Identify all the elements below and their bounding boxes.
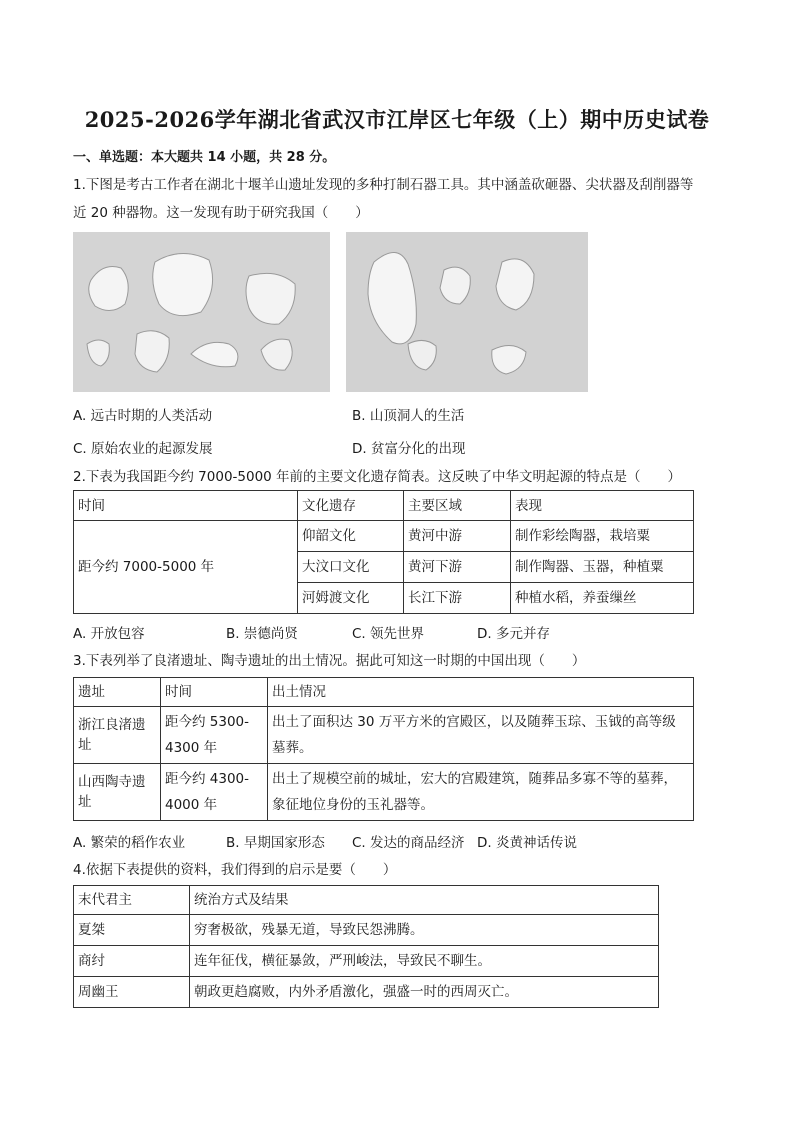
table-cell: 山西陶寺遗址 <box>74 764 161 821</box>
table-cell: 制作彩绘陶器，栽培粟 <box>511 521 694 552</box>
q1-option-a[interactable]: A. 远古时期的人类活动 <box>73 408 213 424</box>
q3-option-b[interactable]: B. 早期国家形态 <box>226 835 325 851</box>
cell-line: 距今约 4300- <box>165 771 250 787</box>
q1-option-b[interactable]: B. 山顶洞人的生活 <box>352 408 465 424</box>
table-header: 时间 <box>161 678 268 707</box>
table-cell: 商纣 <box>74 946 190 977</box>
table-cell: 周幽王 <box>74 977 190 1008</box>
culture-table <box>73 490 694 614</box>
q2-option-d[interactable]: D. 多元并存 <box>477 626 550 642</box>
q1-option-d[interactable]: D. 贫富分化的出现 <box>352 441 466 457</box>
question-1 <box>73 171 723 227</box>
table-cell: 夏桀 <box>74 915 190 946</box>
table-header: 文化遗存 <box>298 491 404 521</box>
q3-option-d[interactable]: D. 炎黄神话传说 <box>477 835 577 851</box>
table-cell: 仰韶文化 <box>298 521 404 552</box>
table-header: 出土情况 <box>268 678 694 707</box>
q2-option-a[interactable]: A. 开放包容 <box>73 626 145 642</box>
table-cell <box>161 707 268 764</box>
stone-tools-photo-left <box>73 232 330 392</box>
table-header: 时间 <box>74 491 298 521</box>
table-cell: 长江下游 <box>404 583 511 614</box>
table-cell <box>268 764 694 821</box>
cell-line: 墓葬。 <box>272 740 313 756</box>
site-table <box>73 677 694 821</box>
q2-option-c[interactable]: C. 领先世界 <box>352 626 425 642</box>
table-cell: 种植水稻，养蚕缫丝 <box>511 583 694 614</box>
q2-option-b[interactable]: B. 崇德尚贤 <box>226 626 298 642</box>
table-cell-time: 距今约 7000-5000 年 <box>74 521 298 614</box>
cell-line: 4000 年 <box>165 797 218 813</box>
table-cell: 制作陶器、玉器，种植粟 <box>511 552 694 583</box>
table-cell: 浙江良渚遗址 <box>74 707 161 764</box>
question-2-stem: 2.下表为我国距今约 7000-5000 年前的主要文化遗存简表。这反映了中华文明起源的特点是（ ） <box>73 469 682 485</box>
table-header: 表现 <box>511 491 694 521</box>
table-cell: 连年征伐，横征暴敛，严刑峻法，导致民不聊生。 <box>190 946 659 977</box>
question-1-line-2: 近 20 种器物。这一发现有助于研究我国（ ） <box>73 205 369 221</box>
table-cell: 黄河中游 <box>404 521 511 552</box>
section-heading: 一、单选题：本大题共 14 小题，共 28 分。 <box>73 150 336 165</box>
question-4-stem: 4.依据下表提供的资料，我们得到的启示是要（ ） <box>73 862 397 878</box>
cell-line: 距今约 5300- <box>165 714 250 730</box>
ruler-table <box>73 885 659 1008</box>
exam-title: 2025-2026学年湖北省武汉市江岸区七年级（上）期中历史试卷 <box>84 107 710 132</box>
table-cell: 朝政更趋腐败，内外矛盾激化，强盛一时的西周灭亡。 <box>190 977 659 1008</box>
table-cell: 黄河下游 <box>404 552 511 583</box>
table-header: 末代君主 <box>74 886 190 915</box>
table-cell: 河姆渡文化 <box>298 583 404 614</box>
table-header: 主要区域 <box>404 491 511 521</box>
table-header: 遗址 <box>74 678 161 707</box>
cell-line: 出土了规模空前的城址，宏大的宫殿建筑，随葬品多寡不等的墓葬， <box>272 771 677 787</box>
cell-line: 象征地位身份的玉礼器等。 <box>272 797 434 813</box>
question-1-line-1: 1.下图是考古工作者在湖北十堰羊山遗址发现的多种打制石器工具。其中涵盖砍砸器、尖状器及刮削器等 <box>73 177 694 193</box>
table-cell <box>161 764 268 821</box>
cell-line: 4300 年 <box>165 740 218 756</box>
table-header: 统治方式及结果 <box>190 886 659 915</box>
question-3-stem: 3.下表列举了良渚遗址、陶寺遗址的出土情况。据此可知这一时期的中国出现（ ） <box>73 653 586 669</box>
table-cell <box>268 707 694 764</box>
q1-option-c[interactable]: C. 原始农业的起源发展 <box>73 441 213 457</box>
table-cell: 大汶口文化 <box>298 552 404 583</box>
table-cell: 穷奢极欲，残暴无道，导致民怨沸腾。 <box>190 915 659 946</box>
q3-option-c[interactable]: C. 发达的商品经济 <box>352 835 465 851</box>
stone-tools-photo-right <box>346 232 588 392</box>
q3-option-a[interactable]: A. 繁荣的稻作农业 <box>73 835 186 851</box>
cell-line: 出土了面积达 30 万平方米的宫殿区，以及随葬玉琮、玉钺的高等级 <box>272 714 676 730</box>
